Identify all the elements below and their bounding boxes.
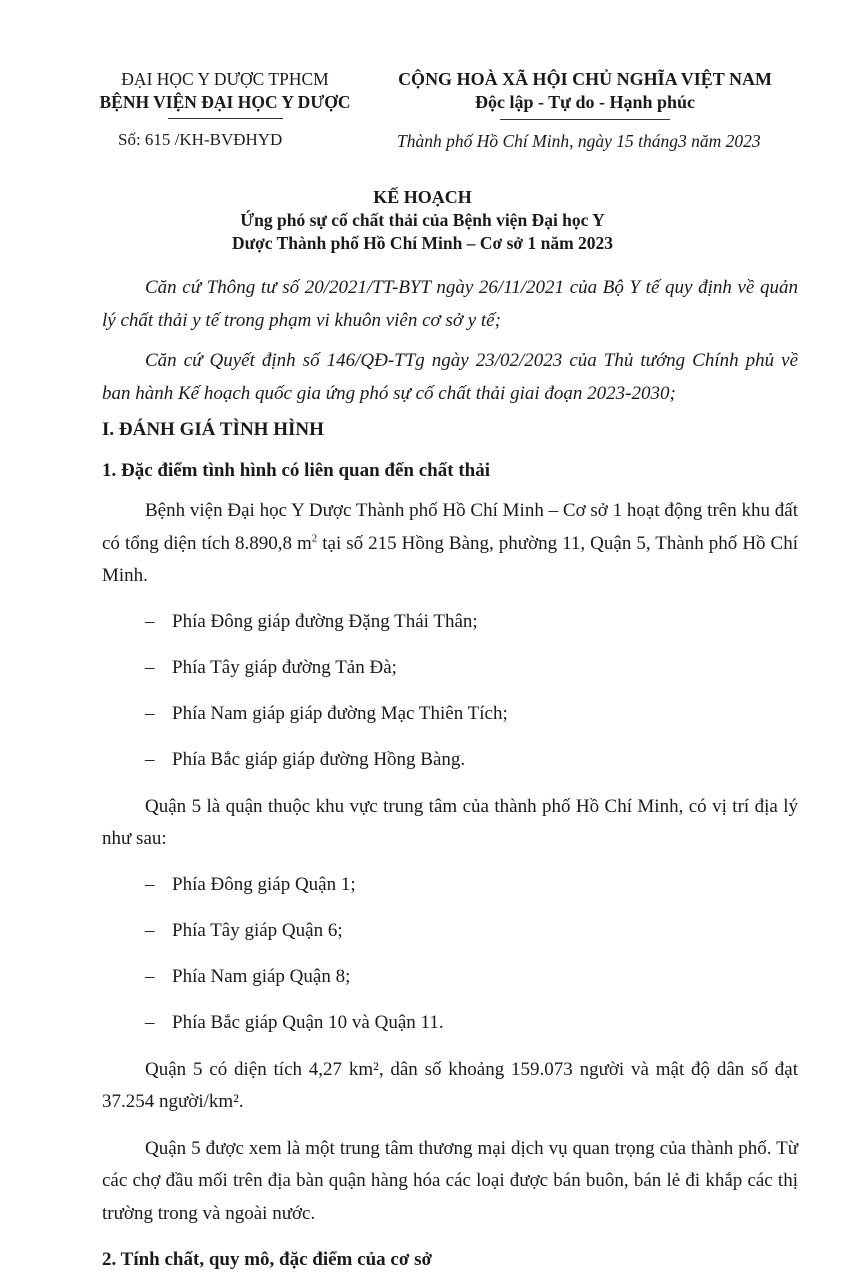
issuing-organization [80,68,370,114]
document-title [110,185,735,255]
parent-organization: ĐẠI HỌC Y DƯỢC TPHCM [121,69,329,89]
title-sub-line1: Ứng phó sự cố chất thải của Bệnh viện Đại học Y [240,210,605,230]
title-sub-line2: Dược Thành phố Hồ Chí Minh – Cơ sở 1 năm 2023 [231,233,614,253]
site-border-north: – Phía Bắc giáp giáp đường Hồng Bàng. [145,744,798,777]
date-month: 3 [678,131,687,151]
bullet-dash: – [145,749,155,770]
org-underline [168,118,283,119]
bullet-dash: – [145,920,155,941]
date-prefix: Thành phố Hồ Chí Minh, ngày [397,131,617,151]
document-body [102,272,798,1277]
hospital-name: BỆNH VIỆN ĐẠI HỌC Y DƯỢC [99,92,351,112]
document-date [397,131,761,152]
title-main: KẾ HOẠCH [373,187,472,207]
legal-basis-1: Căn cứ Thông tư số 20/2021/TT-BYT ngày 26/11/2021 của Bộ Y tế quy định về quản lý chất thải y tế trong phạm vi khuôn viên cơ sở y tế; [102,277,798,331]
subsection-heading-1: 1. Đặc điểm tình hình có liên quan đến chất thải [102,459,490,481]
motto: Độc lập - Tự do - Hạnh phúc [474,92,696,112]
site-border-west: – Phía Tây giáp đường Tản Đà; [145,652,798,685]
bullet-dash: – [145,703,155,724]
legal-basis-2: Căn cứ Quyết định số 146/QĐ-TTg ngày 23/02/2023 của Thủ tướng Chính phủ về ban hành Kế hoạch quốc gia ứng phó sự cố chất thải giai đoạn 2023-2030; [102,350,798,404]
district-intro: Quận 5 là quận thuộc khu vực trung tâm của thành phố Hồ Chí Minh, có vị trí địa lý như sau: [102,795,798,849]
date-year-label: năm [686,131,726,151]
document-number: Số: 615 /KH-BVĐHYD [118,130,283,149]
nation-name: CỘNG HOÀ XÃ HỘI CHỦ NGHĨA VIỆT NAM [398,69,772,89]
site-border-east: – Phía Đông giáp đường Đặng Thái Thân; [145,606,798,639]
date-year: 2023 [725,131,761,151]
date-month-label: tháng [633,131,678,151]
district-border-south: – Phía Nam giáp Quận 8; [145,961,798,994]
district-border-west: – Phía Tây giáp Quận 6; [145,915,798,948]
bullet-dash: – [145,966,155,987]
section-heading-1: I. ĐÁNH GIÁ TÌNH HÌNH [102,419,324,440]
national-motto [375,68,795,114]
bullet-dash: – [145,1012,155,1033]
district-statistics: Quận 5 có diện tích 4,27 km², dân số khoảng 159.073 người và mật độ dân số đạt 37.254 người/km². [102,1058,798,1112]
motto-underline [500,119,670,120]
district-commerce: Quận 5 được xem là một trung tâm thương mại dịch vụ quan trọng của thành phố. Từ các chợ đầu mối trên địa bàn quận hàng hóa các loại được bán buôn, bán lẻ đi khắp các thị trường trong và ngoài nước. [102,1137,798,1224]
site-description: Bệnh viện Đại học Y Dược Thành phố Hồ Chí Minh – Cơ sở 1 hoạt động trên khu đất có tổng diện tích 8.890,8 $m^2$ tại số 215 Hồng Bàng, phường 11, Quận 5, Thành phố Hồ Chí Minh. [102,500,798,586]
bullet-dash: – [145,611,155,632]
subsection-heading-2: 2. Tính chất, quy mô, đặc điểm của cơ sở [102,1249,433,1270]
bullet-dash: – [145,657,155,678]
bullet-dash: – [145,874,155,895]
district-border-east: – Phía Đông giáp Quận 1; [145,869,798,902]
site-border-south: – Phía Nam giáp giáp đường Mạc Thiên Tích; [145,698,798,731]
district-border-north: – Phía Bắc giáp Quận 10 và Quận 11. [145,1007,798,1040]
date-day: 15 [616,131,634,151]
